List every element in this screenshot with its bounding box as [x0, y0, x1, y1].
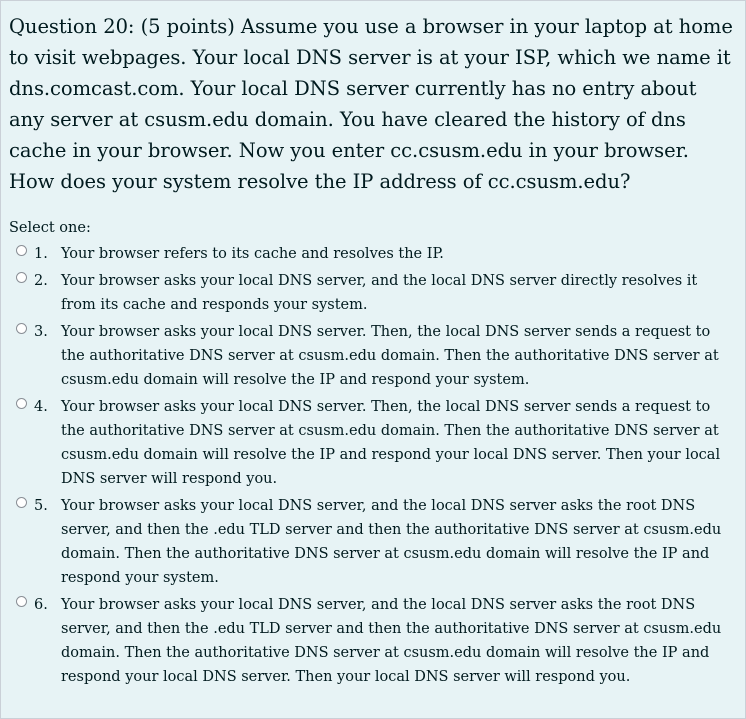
answer-text-5: Your browser asks your local DNS server, and the local DNS server asks the root DNS server, and then the .edu TLD server and then the authoritative DNS server at csusm.edu domain. Then the authoritative DNS server at csusm.edu domain will resolve the IP and respond your system. — [61, 498, 722, 586]
answer-text-3: Your browser asks your local DNS server. Then, the local DNS server sends a request to the authoritative DNS server at csusm.edu domain. Then the authoritative DNS server at csusm.edu domain will resolve the IP and respond your system. — [61, 324, 719, 388]
radio-button-2[interactable] — [16, 272, 27, 283]
select-one-label: Select one: — [9, 220, 91, 236]
answer-option-6[interactable] — [9, 593, 737, 689]
answer-number-4: 4. — [34, 399, 48, 415]
radio-button-1[interactable] — [16, 245, 27, 256]
radio-button-5[interactable] — [16, 497, 27, 508]
answer-number-1: 1. — [34, 246, 48, 262]
answer-number-5: 5. — [34, 498, 48, 514]
answer-text-4: Your browser asks your local DNS server. Then, the local DNS server sends a request to the authoritative DNS server at csusm.edu domain. Then the authoritative DNS server at csusm.edu domain will resolve the IP and respond your local DNS server. Then your local DNS server will respond you. — [61, 399, 721, 487]
answer-option-5[interactable] — [9, 494, 737, 590]
question-text: Question 20: (5 points) Assume you use a browser in your laptop at home to visit webpages. Your local DNS server is at your ISP, which we name it dns.comcast.com. Your local DNS server currently has no entry about any server at csusm.edu domain. You have cleared the history of dns cache in your browser. Now you enter cc.csusm.edu in your browser. How does your system resolve the IP address of cc.csusm.edu? — [9, 15, 733, 193]
radio-button-3[interactable] — [16, 323, 27, 334]
answer-option-4[interactable] — [9, 395, 737, 491]
answer-option-3[interactable] — [9, 320, 737, 392]
answer-number-3: 3. — [34, 324, 48, 340]
answer-option-1[interactable] — [9, 242, 737, 266]
answer-text-2: Your browser asks your local DNS server, and the local DNS server directly resolves it from its cache and responds your system. — [61, 273, 698, 313]
radio-button-6[interactable] — [16, 596, 27, 607]
answer-text-6: Your browser asks your local DNS server, and the local DNS server asks the root DNS server, and then the .edu TLD server and then the authoritative DNS server at csusm.edu domain. Then the authoritative DNS server at csusm.edu domain will resolve the IP and respond your local DNS server. Then your local DNS server will respond you. — [61, 597, 722, 685]
answer-text-1: Your browser refers to its cache and resolves the IP. — [61, 246, 444, 262]
answer-option-2[interactable] — [9, 269, 737, 317]
answer-number-2: 2. — [34, 273, 48, 289]
answer-options — [9, 242, 737, 689]
radio-button-4[interactable] — [16, 398, 27, 409]
answer-number-6: 6. — [34, 597, 48, 613]
